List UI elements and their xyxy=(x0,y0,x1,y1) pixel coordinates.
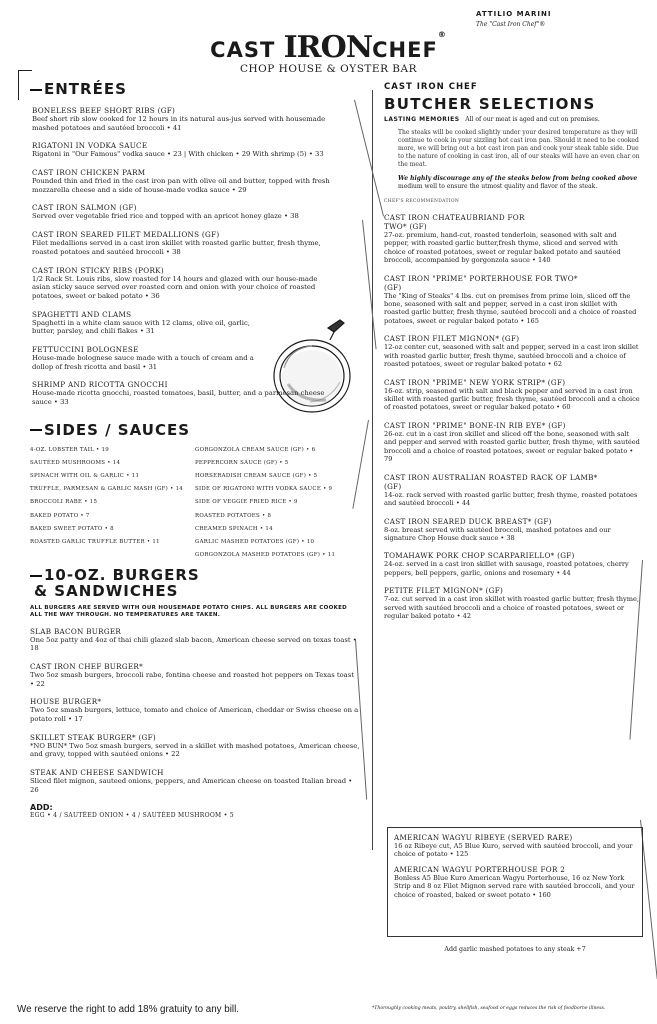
side-item: TRUFFLE, PARMESAN & GARLIC MASH (GF) • 14 xyxy=(30,486,184,493)
wagyu-note: Add garlic mashed potatoes to any steak +7 xyxy=(444,946,586,953)
side-item: BAKED SWEET POTATO • 8 xyxy=(30,525,114,532)
wagyu-box xyxy=(387,827,643,937)
chef-title: The "Cast Iron Chef"® xyxy=(476,21,546,28)
wagyu-name: AMERICAN WAGYU PORTERHOUSE FOR 2 xyxy=(394,864,566,874)
item-desc: *NO BUN* Two 5oz smash burgers, served in a skillet with mashed potatoes, American cheese, and gravy, topped with sautéed onions • 22 xyxy=(30,741,360,759)
menu-item xyxy=(30,662,360,688)
steak-desc: 26-oz. cut in a cast iron skillet and sliced off the bone, seasoned with salt and pepper and served with roasted garlic butter, fresh thyme, with sautéed broccoli and a choice of roasted potatoes, sweet or regular baked potato • 79 xyxy=(384,429,640,464)
menu-item xyxy=(30,733,360,759)
title-dash xyxy=(30,429,42,431)
side-item: SPINACH WITH OIL & GARLIC • 11 xyxy=(30,473,140,480)
steak-item xyxy=(384,473,640,508)
side-item: HORSERADISH CREAM SAUCE (GF) • 5 xyxy=(195,473,318,480)
burgers-title-line1: 10-OZ. BURGERS xyxy=(44,566,200,585)
item-name: STEAK AND CHEESE SANDWICH xyxy=(30,768,164,778)
menu-item xyxy=(32,230,360,256)
burgers-title-line2: & SANDWICHES xyxy=(34,581,179,600)
wagyu-name: AMERICAN WAGYU RIBEYE (SERVED RARE) xyxy=(394,833,573,842)
temperature-warning xyxy=(384,175,640,191)
burgers-title xyxy=(30,568,360,600)
burgers-note: ALL BURGERS ARE SERVED WITH OUR HOUSEMADE POTATO CHIPS. ALL BURGERS ARE COOKED ALL THE WAY THROUGH. NO TEMPERATURES ARE TAKEN. xyxy=(30,604,348,619)
column-divider xyxy=(372,90,373,850)
entrees-list xyxy=(30,106,360,407)
side-item: SIDE OF RIGATONI WITH VODKA SAUCE • 9 xyxy=(195,486,333,493)
item-desc: Spaghetti in a white clam sauce with 12 clams, olive oil, garlic, butter, parsley, and chili flakes • 31 xyxy=(32,318,250,336)
warning-bold: We highly discourage any of the steaks below from being cooked above xyxy=(398,174,638,182)
steak-item xyxy=(384,213,640,265)
add-title: ADD: xyxy=(30,803,53,813)
steak-desc: 14-oz. rack served with roasted garlic butter, fresh thyme, roasted potatoes and sautéed broccoli • 44 xyxy=(384,490,638,508)
menu-item xyxy=(32,106,360,132)
item-name: RIGATONI IN VODKA SAUCE xyxy=(32,141,148,151)
steak-name: CAST IRON CHATEAUBRIAND FOR TWO* (GF) xyxy=(384,212,525,231)
steak-desc: 7-oz. cut served in a cast iron skillet with roasted garlic butter, fresh thyme, served with sautéed broccoli and a choice of roasted potatoes, sweet or regular baked potato • 42 xyxy=(384,595,640,621)
left-column xyxy=(30,80,360,819)
item-name: BONELESS BEEF SHORT RIBS (GF) xyxy=(32,106,176,115)
chef-name: ATTILIO MARINI xyxy=(476,10,552,18)
logo-chef: CHEF xyxy=(372,38,438,62)
item-desc: Beef short rib slow cooked for 12 hours in its natural aus-jus served with housemade mashed potatoes and sautéed broccoli • 41 xyxy=(32,115,326,132)
menu-item xyxy=(32,345,360,371)
steak-name: CAST IRON "PRIME" NEW YORK STRIP* (GF) xyxy=(384,377,566,387)
side-item: ROASTED GARLIC TRUFFLE BUTTER • 11 xyxy=(30,539,160,545)
item-desc: House-made bolognese sauce made with a touch of cream and a dollop of fresh ricotta and basil • 31 xyxy=(32,353,254,371)
steak-name: CAST IRON FILET MIGNON* (GF) xyxy=(384,334,520,344)
steak-item xyxy=(384,274,640,326)
menu-item xyxy=(30,627,360,653)
lasting-text: All of our meat is aged and cut on premises. xyxy=(465,116,600,123)
steak-desc: 8-oz. breast served with sautéed broccoli, mashed potatoes and our signature Chop House duck sauce • 38 xyxy=(384,525,611,542)
steak-desc: 16-oz. strip, seasoned with salt and black pepper and served in a cast iron skillet with roasted garlic butter, fresh thyme, sautéed broccoli and a choice of roasted potatoes, sweet or regular baked potato • 60 xyxy=(384,386,640,412)
menu-item xyxy=(32,203,360,221)
item-desc: Rigatoni in "Our Famous" vodka sauce • 23 | With chicken • 29 With shrimp (5) • 33 xyxy=(32,150,324,159)
menu-item xyxy=(30,697,360,723)
item-name: FETTUCCINI BOLOGNESE xyxy=(32,344,139,354)
logo-tm: ® xyxy=(437,30,447,39)
steak-name: CAST IRON AUSTRALIAN ROASTED RACK OF LAMB* (GF) xyxy=(384,472,598,491)
cooking-note: The steaks will be cooked slightly under your desired temperature as they will continue to cook in your sizzling hot cast iron pan. Should it need to be cooked more, we will bring out a hot cast iron pan and cook your steak table side. Due to the nature of cooking in cast iron, all of our steaks will have an even char on the meat. xyxy=(398,129,640,168)
sides-list xyxy=(30,447,360,559)
item-name: HOUSE BURGER* xyxy=(30,697,102,707)
warning-rest: medium well to ensure the utmost quality and flavor of the steak. xyxy=(398,182,598,190)
item-desc: 1/2 Rack St. Louis ribs, slow roasted for 14 hours and glazed with our house-made asian sticky sauce served over roasted corn and onion with your choice of roasted potatoes, sweet or baked potato • 36 xyxy=(32,274,318,300)
sides-title-text: SIDES / SAUCES xyxy=(44,420,190,439)
item-name: SKILLET STEAK BURGER* (GF) xyxy=(30,732,156,742)
side-item: PEPPERCORN SAUCE (GF) • 5 xyxy=(195,459,289,466)
side-item: SAUTÉED MUSHROOMS • 14 xyxy=(30,459,121,466)
item-name: CAST IRON SALMON (GF) xyxy=(32,203,137,213)
item-desc: Served over vegetable fried rice and topped with an apricot honey glaze • 38 xyxy=(32,212,299,221)
butcher-title: BUTCHER SELECTIONS xyxy=(384,95,596,113)
item-desc: Filet medallions served in a cast iron skillet with roasted garlic butter, fresh thyme, roasted potatoes and sautéed broccoli • 38 xyxy=(32,239,321,256)
item-name: SHRIMP AND RICOTTA GNOCCHI xyxy=(32,380,168,390)
menu-item xyxy=(32,310,360,336)
steak-desc: 27-oz. premium, hand-cut, roasted tenderloin, seasoned with salt and pepper, with roasted garlic butter,fresh thyme, sliced and served with choice of roasted potatoes, sweet or regular baked potato and sautéed broccoli, accompanied by gorgonzola sauce • 140 xyxy=(384,230,621,265)
side-item-empty xyxy=(30,552,195,558)
decor-line xyxy=(362,220,377,349)
menu-item xyxy=(30,768,360,794)
menu-item xyxy=(32,266,360,301)
lasting-label: LASTING MEMORIES xyxy=(384,116,460,123)
food-safety-disclaimer: *Thoroughly cooking meats, poultry, shellfish, seafood or eggs reduces the risk of foodborne illness. xyxy=(372,1006,606,1011)
item-desc: House-made ricotta gnocchi, roasted tomatoes, basil, butter, and a parmesan cheese sauce • 33 xyxy=(32,389,325,406)
item-name: CAST IRON CHEF BURGER* xyxy=(30,661,144,671)
item-desc: Pounded thin and fried in the cast iron pan with olive oil and butter, topped with fresh mozzarella cheese and a side of house-made vodka sauce • 29 xyxy=(32,177,330,194)
logo-subtitle: CHOP HOUSE & OYSTER BAR xyxy=(239,63,418,75)
side-item: BROCCOLI RABE • 15 xyxy=(30,499,98,506)
side-item: GORGONZOLA MASHED POTATOES (GF) • 11 xyxy=(195,552,336,559)
steak-item xyxy=(384,586,640,620)
steak-name: CAST IRON "PRIME" PORTERHOUSE FOR TWO* (GF) xyxy=(384,273,578,292)
steak-item xyxy=(384,421,640,464)
entrees-title xyxy=(30,80,360,98)
steak-desc: 24-oz. served in a cast iron skillet with sausage, roasted potatoes, cherry peppers, bell peppers, garlic, onions and rosemary • 44 xyxy=(384,560,629,577)
wagyu-desc: Bonless A5 Blue Kuro American Wagyu Porterhouse, 16 oz New York Strip and 8 oz Filet Mignon served rare with sautéed broccoli, and your choice of roasted, baked or sweet potato • 160 xyxy=(394,873,635,899)
logo-iron: IRON xyxy=(283,30,373,65)
steak-name: PETITE FILET MIGNON* (GF) xyxy=(384,586,504,596)
item-name: CAST IRON SEARED FILET MEDALLIONS (GF) xyxy=(32,230,220,240)
item-desc: Two 5oz smash burgers, broccoli rabe, fontina cheese and roasted hot peppers on Texas toast • 22 xyxy=(30,670,354,688)
wagyu-item xyxy=(394,865,636,899)
right-column xyxy=(384,82,640,621)
logo-cast: CAST xyxy=(210,38,284,62)
item-desc: One 5oz patty and 4oz of thai chili glazed slab bacon, American cheese served on texas toast • 18 xyxy=(30,635,357,653)
side-item: GARLIC MASHED POTATOES (GF) • 10 xyxy=(195,539,315,545)
butcher-kicker: CAST IRON CHEF xyxy=(384,82,478,92)
steak-desc: 12-oz center cut, seasoned with salt and pepper, served in a cast iron skillet with roasted garlic butter, fresh thyme, sautéed broccoli and a choice of roasted potatoes, sweet or regular baked potato • 62 xyxy=(384,343,639,369)
steak-item xyxy=(384,378,640,412)
steak-name: CAST IRON "PRIME" BONE-IN RIB EYE* (GF) xyxy=(384,420,566,430)
chef-recommendation-label: CHEF'S RECOMMENDATION xyxy=(384,198,460,204)
side-item: CREAMED SPINACH • 14 xyxy=(195,525,273,532)
add-ons: EGG • 4 / SAUTÉED ONION • 4 / SAUTÉED MUSHROOM • 5 xyxy=(30,812,234,820)
title-dash xyxy=(30,89,42,91)
item-name: CAST IRON STICKY RIBS (PORK) xyxy=(32,265,164,275)
sides-title xyxy=(30,421,360,439)
side-item: GORGONZOLA CREAM SAUCE (GF) • 6 xyxy=(195,446,316,453)
title-dash xyxy=(30,575,42,577)
item-desc: Two 5oz smash burgers, lettuce, tomato and choice of American, cheddar or Swiss cheese on a potato roll • 17 xyxy=(30,706,359,723)
side-item: BAKED POTATO • 7 xyxy=(30,512,90,519)
wagyu-desc: 16 oz Ribeye cut, A5 Blue Kuro, served with sautéed broccoli, and your choice of potato • 125 xyxy=(394,842,633,859)
menu-item xyxy=(32,141,360,159)
gratuity-note: We reserve the right to add 18% gratuity to any bill. xyxy=(17,1004,239,1015)
wagyu-item xyxy=(394,833,636,859)
steak-item xyxy=(384,334,640,368)
menu-item xyxy=(32,380,360,406)
steak-name: CAST IRON SEARED DUCK BREAST* (GF) xyxy=(384,516,552,526)
entrees-title-text: ENTRÉES xyxy=(44,80,127,98)
steak-desc: The "King of Steaks" 4 lbs. cut on premises from prime loin, sliced off the bone, seasoned with salt and pepper, served in a cast iron skillet with roasted garlic butter, fresh thyme, sautéed broccoli and a choice of roasted potatoes, sweet or regular baked potato • 165 xyxy=(384,291,637,325)
item-desc: Sliced filet mignon, sauteed onions, peppers, and American cheese on toasted Italian bread • 26 xyxy=(30,777,353,794)
steak-item xyxy=(384,517,640,543)
steak-item xyxy=(384,551,640,577)
side-item: SIDE OF VEGGIE FRIED RICE • 9 xyxy=(195,499,298,506)
side-item: 4-OZ. LOBSTER TAIL • 19 xyxy=(30,446,109,453)
restaurant-logo xyxy=(0,30,657,75)
item-name: CAST IRON CHICKEN PARM xyxy=(32,168,146,178)
lasting-memories xyxy=(384,116,640,123)
item-name: SLAB BACON BURGER xyxy=(30,626,122,636)
item-name: SPAGHETTI AND CLAMS xyxy=(32,309,132,319)
side-item: ROASTED POTATOES • 8 xyxy=(195,512,272,519)
menu-item xyxy=(32,168,360,194)
logo-wordmark xyxy=(0,30,657,65)
steak-name: TOMAHAWK PORK CHOP SCARPARIELLO* (GF) xyxy=(384,551,575,561)
